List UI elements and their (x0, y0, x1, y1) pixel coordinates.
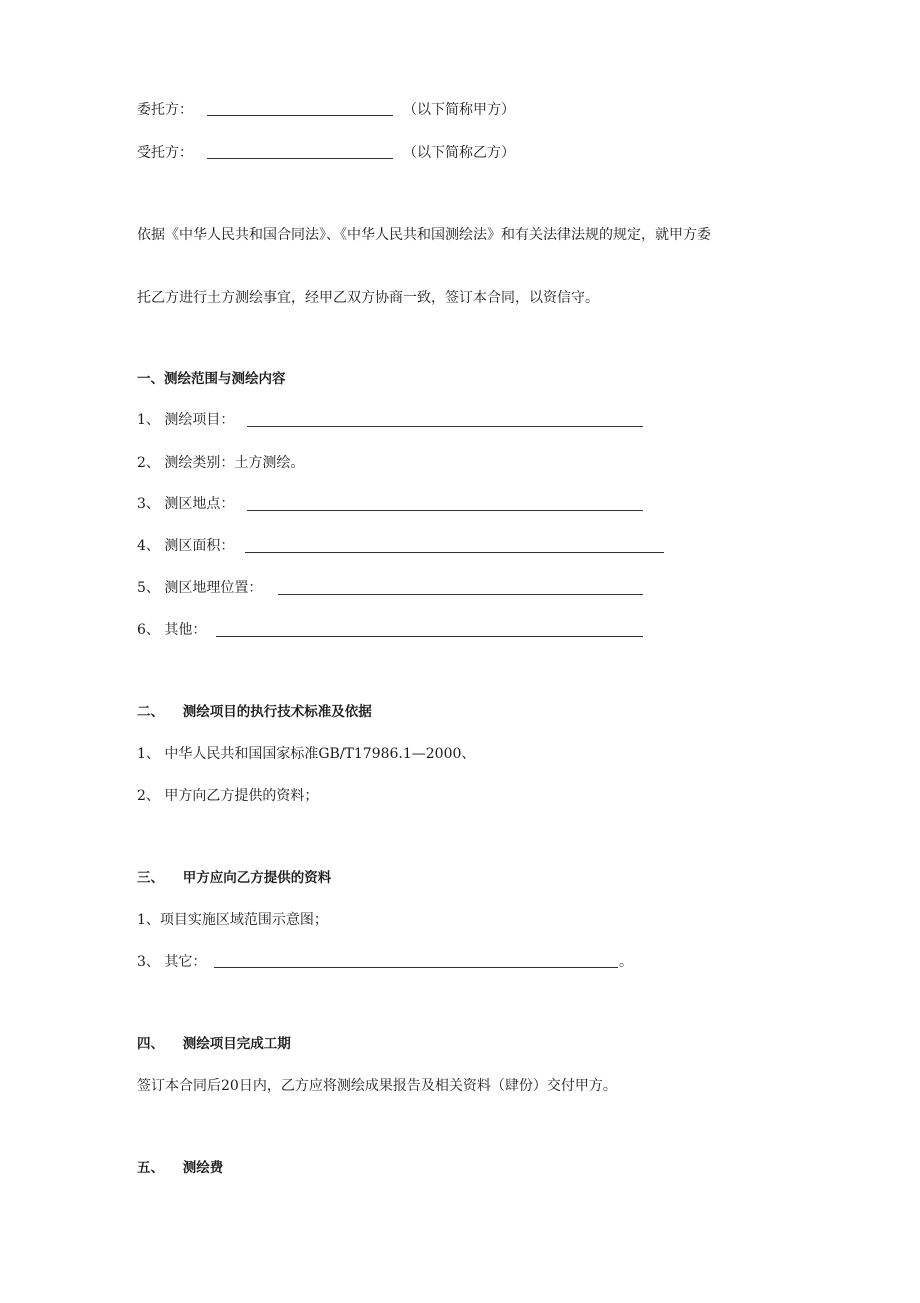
s3-item-1: 1、项目实施区域范围示意图； (137, 912, 328, 928)
s1-item-6-blank[interactable] (216, 636, 643, 637)
s1-item-1: 1、 测绘项目： (137, 412, 235, 428)
preamble-line-2: 托乙方进行土方测绘事宜，经甲乙双方协商一致，签订本合同，以资信守。 (137, 290, 599, 306)
s4-body: 签订本合同后20日内，乙方应将测绘成果报告及相关资料（肆份）交付甲方。 (137, 1078, 617, 1094)
section-3-title: 三、 甲方应向乙方提供的资料 (137, 870, 332, 886)
contractor-label: 受托方： (137, 145, 193, 161)
s1-item-5-blank[interactable] (278, 594, 643, 595)
s3-item-2-blank[interactable] (214, 967, 618, 968)
s1-item-2: 2、 测绘类别：土方测绘。 (137, 455, 305, 471)
s2-item-2: 2、 甲方向乙方提供的资料； (137, 788, 319, 804)
s1-item-4-blank[interactable] (245, 552, 664, 553)
s1-item-3: 3、 测区地点： (137, 496, 235, 512)
preamble-line-1: 依据《中华人民共和国合同法》、《中华人民共和国测绘法》和有关法律法规的规定，就甲方委 (137, 227, 711, 243)
section-2-title: 二、 测绘项目的执行技术标准及依据 (137, 704, 372, 720)
client-name-blank[interactable] (207, 115, 393, 116)
contractor-name-blank[interactable] (207, 158, 393, 159)
contractor-note: （以下简称乙方） (403, 145, 515, 161)
s1-item-6: 6、 其他： (137, 622, 207, 638)
s3-item-2: 3、 其它： (137, 954, 207, 970)
s2-item-1: 1、 中华人民共和国国家标准GB/T17986.1—2000、 (137, 746, 476, 762)
client-label: 委托方： (137, 102, 193, 118)
section-1-title: 一、测绘范围与测绘内容 (137, 371, 286, 387)
section-5-title: 五、 测绘费 (137, 1160, 224, 1176)
s3-item-2-suffix: 。 (619, 954, 633, 970)
s1-item-3-blank[interactable] (247, 510, 643, 511)
client-note: （以下简称甲方） (403, 102, 515, 118)
section-4-title: 四、 测绘项目完成工期 (137, 1036, 291, 1052)
s1-item-4: 4、 测区面积： (137, 538, 235, 554)
s1-item-1-blank[interactable] (247, 426, 643, 427)
s1-item-5: 5、 测区地理位置： (137, 580, 263, 596)
